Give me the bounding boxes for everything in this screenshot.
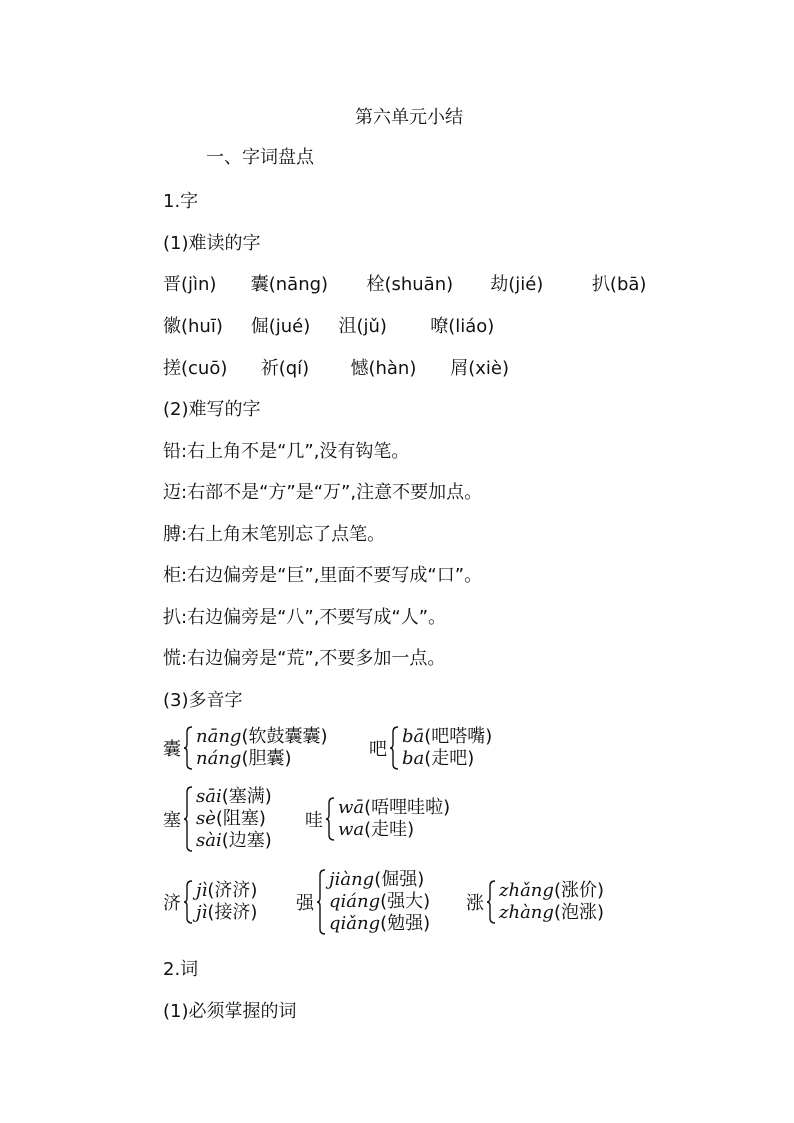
subheading-characters: 1.字 bbox=[163, 191, 199, 212]
polyphonic-char: 济 bbox=[163, 893, 181, 914]
pinyin: nāng bbox=[196, 726, 242, 747]
example-word: (强大) bbox=[380, 891, 431, 912]
reading-line bbox=[196, 786, 272, 808]
example-word: (吧嗒嘴) bbox=[424, 726, 493, 747]
reading-line bbox=[329, 913, 430, 935]
pinyin: sè bbox=[196, 808, 216, 829]
example-word: (阻塞) bbox=[215, 808, 266, 829]
example-word: (勉强) bbox=[380, 913, 431, 934]
polyphonic-heading: (3)多音字 bbox=[163, 690, 243, 711]
polyphonic-char: 强 bbox=[296, 893, 314, 914]
pinyin: sài bbox=[196, 830, 222, 851]
example-word: (软鼓囊囊) bbox=[241, 726, 328, 747]
reading-line bbox=[196, 880, 257, 902]
pinyin: zhàng bbox=[499, 902, 554, 923]
reading-line bbox=[338, 819, 450, 841]
brace-icon bbox=[183, 880, 193, 924]
example-word: (唔哩哇啦) bbox=[364, 797, 451, 818]
brace-icon bbox=[183, 786, 193, 852]
polyphonic-group bbox=[369, 726, 492, 770]
hard-read-item: 搓(cuō) bbox=[163, 358, 228, 379]
hard-read-item: 扒(bā) bbox=[591, 274, 647, 295]
brace-icon bbox=[325, 797, 335, 841]
hard-read-item: 倔(jué) bbox=[250, 316, 311, 337]
hard-read-item: 栓(shuān) bbox=[366, 274, 454, 295]
reading-line bbox=[402, 748, 492, 770]
hard-read-item: 沮(jǔ) bbox=[338, 316, 387, 337]
reading-line bbox=[402, 726, 492, 748]
polyphonic-char: 囊 bbox=[163, 739, 181, 760]
words-heading: (1)必须掌握的词 bbox=[163, 1001, 297, 1022]
hard-read-row-1 bbox=[163, 273, 646, 297]
hard-read-item: 嘹(liáo) bbox=[430, 316, 495, 337]
pinyin: jiàng bbox=[329, 869, 375, 890]
hard-read-item: 祈(qí) bbox=[260, 358, 310, 379]
pinyin: qiǎng bbox=[329, 913, 381, 934]
reading-line bbox=[499, 902, 604, 924]
pinyin: náng bbox=[196, 748, 242, 769]
brace-icon bbox=[486, 880, 496, 924]
brace-icon bbox=[316, 869, 326, 935]
brace-icon bbox=[183, 726, 193, 770]
example-word: (接济) bbox=[207, 902, 258, 923]
hard-read-item: 憾(hàn) bbox=[350, 358, 417, 379]
polyphonic-char: 塞 bbox=[163, 810, 181, 831]
reading-line bbox=[196, 748, 328, 770]
polyphonic-group bbox=[163, 880, 257, 924]
example-word: (走哇) bbox=[364, 819, 415, 840]
page-title: 第六单元小结 bbox=[355, 107, 463, 128]
polyphonic-char: 涨 bbox=[466, 893, 484, 914]
hard-read-row-3 bbox=[163, 357, 509, 381]
reading-line bbox=[499, 880, 604, 902]
reading-line bbox=[338, 797, 450, 819]
pinyin: sāi bbox=[196, 786, 222, 807]
example-word: (边塞) bbox=[221, 830, 272, 851]
example-word: (塞满) bbox=[221, 786, 272, 807]
polyphonic-char: 哇 bbox=[305, 810, 323, 831]
pinyin: wa bbox=[338, 819, 365, 840]
hard-read-item: 晋(jìn) bbox=[163, 274, 217, 295]
example-word: (倔强) bbox=[374, 869, 425, 890]
example-word: (涨价) bbox=[553, 880, 604, 901]
hard-read-item: 囊(nāng) bbox=[250, 274, 329, 295]
brace-icon bbox=[389, 726, 399, 770]
hard-write-item: 慌:右边偏旁是“荒”,不要多加一点。 bbox=[163, 648, 446, 669]
section-heading: 一、字词盘点 bbox=[206, 147, 314, 168]
hard-read-item: 徽(huī) bbox=[163, 316, 223, 337]
polyphonic-group bbox=[466, 880, 604, 924]
pinyin: qiáng bbox=[329, 891, 381, 912]
polyphonic-group bbox=[163, 786, 272, 852]
example-word: (胆囊) bbox=[241, 748, 292, 769]
hard-read-item: 屑(xiè) bbox=[450, 358, 509, 379]
hard-write-item: 膊:右上角末笔别忘了点笔。 bbox=[163, 524, 386, 545]
polyphonic-group bbox=[305, 797, 450, 841]
example-word: (走吧) bbox=[424, 748, 475, 769]
pinyin: wā bbox=[338, 797, 365, 818]
polyphonic-group bbox=[296, 869, 430, 935]
example-word: (济济) bbox=[207, 880, 258, 901]
pinyin: zhǎng bbox=[499, 880, 554, 901]
example-word: (泡涨) bbox=[553, 902, 604, 923]
subheading-words: 2.词 bbox=[163, 959, 199, 980]
pinyin: jì bbox=[196, 880, 208, 901]
reading-line bbox=[329, 869, 430, 891]
pinyin: bā bbox=[402, 726, 425, 747]
hard-write-item: 扒:右边偏旁是“八”,不要写成“人”。 bbox=[163, 607, 447, 628]
pinyin: jì bbox=[196, 902, 208, 923]
polyphonic-group bbox=[163, 726, 328, 770]
hard-write-item: 铅:右上角不是“几”,没有钩笔。 bbox=[163, 441, 410, 462]
polyphonic-char: 吧 bbox=[369, 739, 387, 760]
hard-read-item: 劫(jié) bbox=[490, 274, 544, 295]
reading-line bbox=[196, 808, 272, 830]
hard-read-heading: (1)难读的字 bbox=[163, 233, 261, 254]
hard-read-row-2 bbox=[163, 315, 494, 339]
reading-line bbox=[196, 902, 257, 924]
hard-write-item: 迈:右部不是“方”是“万”,注意不要加点。 bbox=[163, 482, 483, 503]
hard-write-item: 柜:右边偏旁是“巨”,里面不要写成“口”。 bbox=[163, 565, 483, 586]
reading-line bbox=[329, 891, 430, 913]
reading-line bbox=[196, 726, 328, 748]
reading-line bbox=[196, 830, 272, 852]
pinyin: ba bbox=[402, 748, 425, 769]
hard-write-heading: (2)难写的字 bbox=[163, 399, 261, 420]
